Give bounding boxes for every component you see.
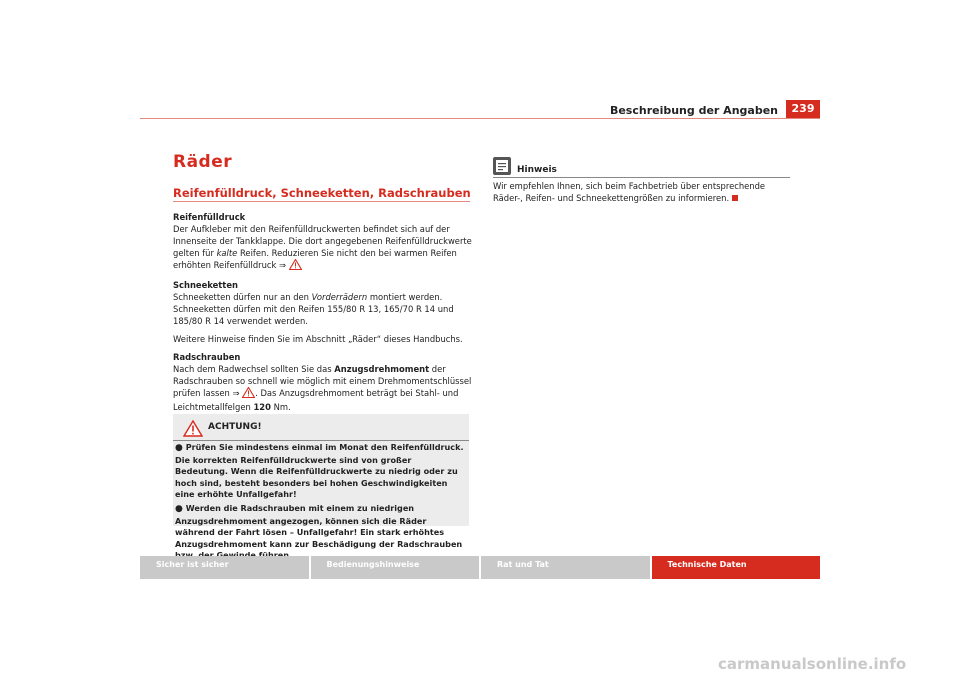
- left-column: [173, 211, 473, 419]
- hinweis-title: Hinweis: [517, 165, 557, 175]
- paragraph-reifen: [173, 223, 473, 273]
- note-icon: [493, 157, 511, 175]
- warning-triangle-icon[interactable]: [289, 259, 302, 273]
- section-subtitle: Reifenfülldruck, Schneeketten, Radschrauben: [173, 186, 471, 200]
- header-rule: [140, 118, 820, 119]
- heading-schnee: Schneeketten: [173, 280, 238, 290]
- bullet-icon: ●: [175, 503, 183, 514]
- heading-reifen: Reifenfülldruck: [173, 212, 246, 222]
- emphasis: kalte: [216, 248, 238, 258]
- paragraph-rad: [173, 363, 473, 413]
- footer-nav: [140, 556, 820, 579]
- warning-triangle-icon[interactable]: [242, 387, 255, 401]
- text: Nach dem Radwechsel sollten Sie das: [173, 364, 335, 374]
- text: montiert werden. Schneeketten dürfen mit den Reifen 155/80 R 13, 165/70 R 14 und 185/80 R 14 verwendet werden.: [173, 292, 454, 326]
- achtung-body: [175, 442, 467, 564]
- footer-tab-sicher[interactable]: Sicher ist sicher: [140, 556, 309, 579]
- text: . Das Anzugsdrehmoment beträgt bei Stahl- und Leichtmetallfelgen: [173, 388, 459, 412]
- footer-tab-bedienung[interactable]: Bedienungshinweise: [311, 556, 480, 579]
- emphasis: Vorderrädern: [311, 292, 368, 302]
- header-title: Beschreibung der Angaben: [609, 104, 778, 117]
- unit: Nm.: [270, 402, 291, 412]
- paragraph-further: Weitere Hinweise finden Sie im Abschnitt „Räder“ dieses Handbuchs.: [173, 334, 463, 344]
- achtung-item-text: Prüfen Sie mindestens einmal im Monat den Reifenfülldruck. Die korrekten Reifenfülldruckwerte sind von großer Bedeutung. Wenn die Reifenfülldruckwerte zu niedrig oder zu hoch sind, besteht besonders bei hohen Geschwindigkeiten eine erhöhte Unfallgefahr!: [175, 442, 464, 500]
- text: Der Aufkleber mit den Reifenfülldruckwerten befindet sich auf der Innenseite der Tankklappe. Die dort angegebenen Reifenfülldruckwerte gelten für: [173, 224, 472, 258]
- page-number: 239: [786, 100, 820, 118]
- achtung-title: ACHTUNG!: [208, 422, 262, 432]
- strong: Anzugsdrehmoment: [334, 364, 430, 374]
- hinweis-text: Wir empfehlen Ihnen, sich beim Fachbetrieb über entsprechende Räder-, Reifen- und Schneekettengrößen zu informieren.: [493, 181, 766, 203]
- text: Reifen. Reduzieren Sie nicht den bei warmen Reifen erhöhten Reifenfülldruck ⇒: [173, 248, 457, 270]
- paragraph-schnee: [173, 291, 473, 327]
- achtung-rule: [173, 440, 469, 441]
- footer-tab-technische-daten[interactable]: Technische Daten: [652, 556, 821, 579]
- achtung-item: [175, 442, 467, 501]
- watermark: carmanualsonline.info: [718, 655, 907, 673]
- text: der Radschrauben so schnell wie möglich mit einem Drehmomentschlüssel prüfen lassen ⇒: [173, 364, 472, 398]
- achtung-item-text: Werden die Radschrauben mit einem zu niedrigen Anzugsdrehmoment angezogen, können sich die Räder während der Fahrt lösen – Unfallgefahr! Ein stark erhöhtes Anzugsdrehmoment kann zur Beschädigung der Radschrauben: [175, 502, 463, 549]
- hinweis-rule: [493, 177, 790, 178]
- achtung-item: [175, 503, 467, 562]
- end-mark-icon: [732, 195, 738, 201]
- footer-tab-rat[interactable]: Rat und Tat: [481, 556, 650, 579]
- text: Schneeketten dürfen nur an den: [173, 292, 312, 302]
- warning-triangle-icon: [183, 420, 203, 441]
- section-title: Räder: [173, 152, 233, 172]
- hinweis-body: [493, 180, 793, 204]
- subtitle-rule: [173, 201, 470, 202]
- bullet-icon: ●: [175, 443, 183, 453]
- achtung-box: [173, 414, 469, 549]
- torque-value: 120: [253, 402, 271, 412]
- heading-rad: Radschrauben: [173, 352, 241, 362]
